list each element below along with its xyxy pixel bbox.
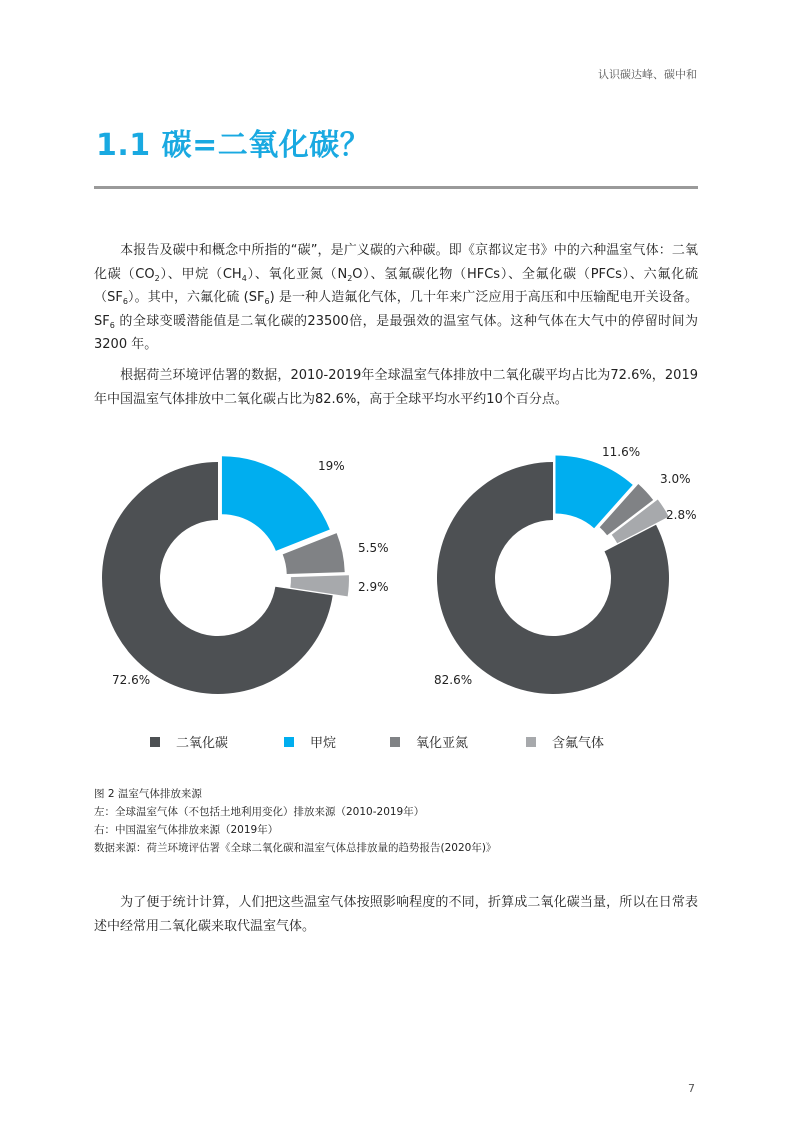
- caption-right: 右：中国温室气体排放来源（2019年）: [94, 824, 279, 836]
- running-header: 认识碳达峰、碳中和: [598, 68, 697, 81]
- page-number: 7: [688, 1082, 695, 1095]
- data-label-fluorinated: 2.8%: [666, 508, 697, 522]
- data-label-n2o: 5.5%: [358, 541, 389, 555]
- legend-item-n2o: [390, 732, 468, 751]
- paragraph-co2-equivalent: 为了便于统计计算，人们把这些温室气体按照影响程度的不同，折算成二氧化碳当量，所以在日常表述中经常用二氧化碳来取代温室气体。: [94, 895, 698, 934]
- data-label-n2o: 3.0%: [660, 472, 691, 486]
- paragraph-six-gases: 本报告及碳中和概念中所指的“碳”，是广义碳的六种碳。即《京都议定书》中的六种温室气体：二氧化碳$(CO_2)$、甲烷$(CH_4)$、氧化亚氮$(N_2O)$、氢氟碳化物（HFCs）、全氟化碳（PFCs）、六氟化硫$(SF_6)$。其中，六氟化硫 $(SF_6)$ 是一种人造氟化气体，几十年来广泛应用于高压和中压输配电开关设备。$SF_6$ 的全球变暖潜能值是二氧化碳的23500倍，是最强效的温室气体。这种气体在大气中的停留时间为3200 年。: [94, 243, 698, 352]
- legend-item-co2: [150, 732, 228, 751]
- donut-slice-methane: [222, 456, 330, 551]
- data-label-methane: 11.6%: [602, 445, 641, 459]
- legend-swatch: [150, 737, 160, 747]
- paragraph-co2-share: 根据荷兰环境评估署的数据，2010-2019年全球温室气体排放中二氧化碳平均占比为72.6%，2019年中国温室气体排放中二氧化碳占比为82.6%，高于全球平均水平约10个百分点。: [94, 368, 698, 407]
- donut-chart-global: [90, 440, 390, 700]
- legend-label: 二氧化碳: [176, 736, 229, 751]
- legend-swatch: [390, 737, 400, 747]
- data-label-co2: 72.6%: [112, 673, 151, 687]
- legend-label: 氧化亚氮: [416, 736, 469, 751]
- legend-item-fluorinated: [526, 732, 604, 751]
- legend-swatch: [526, 737, 536, 747]
- legend-swatch: [284, 737, 294, 747]
- legend-label: 甲烷: [310, 736, 337, 751]
- caption-left: 左：全球温室气体（不包括土地利用变化）排放来源（2010-2019年）: [94, 806, 425, 818]
- page-title: 1.1 碳=二氧化碳？: [96, 128, 371, 163]
- caption-title: 图 2 温室气体排放来源: [94, 788, 202, 800]
- legend-item-methane: [284, 732, 336, 751]
- donut-chart-china: [420, 440, 720, 700]
- figure-caption: [94, 785, 496, 857]
- caption-source: 数据来源：荷兰环境评估署《全球二氧化碳和温室气体总排放量的趋势报告(2020年)》: [94, 842, 497, 854]
- legend-label: 含氟气体: [552, 736, 605, 751]
- chart-legend: [150, 732, 650, 752]
- title-divider: [94, 186, 698, 189]
- data-label-methane: 19%: [318, 459, 345, 473]
- data-label-co2: 82.6%: [434, 673, 473, 687]
- data-label-fluorinated: 2.9%: [358, 580, 389, 594]
